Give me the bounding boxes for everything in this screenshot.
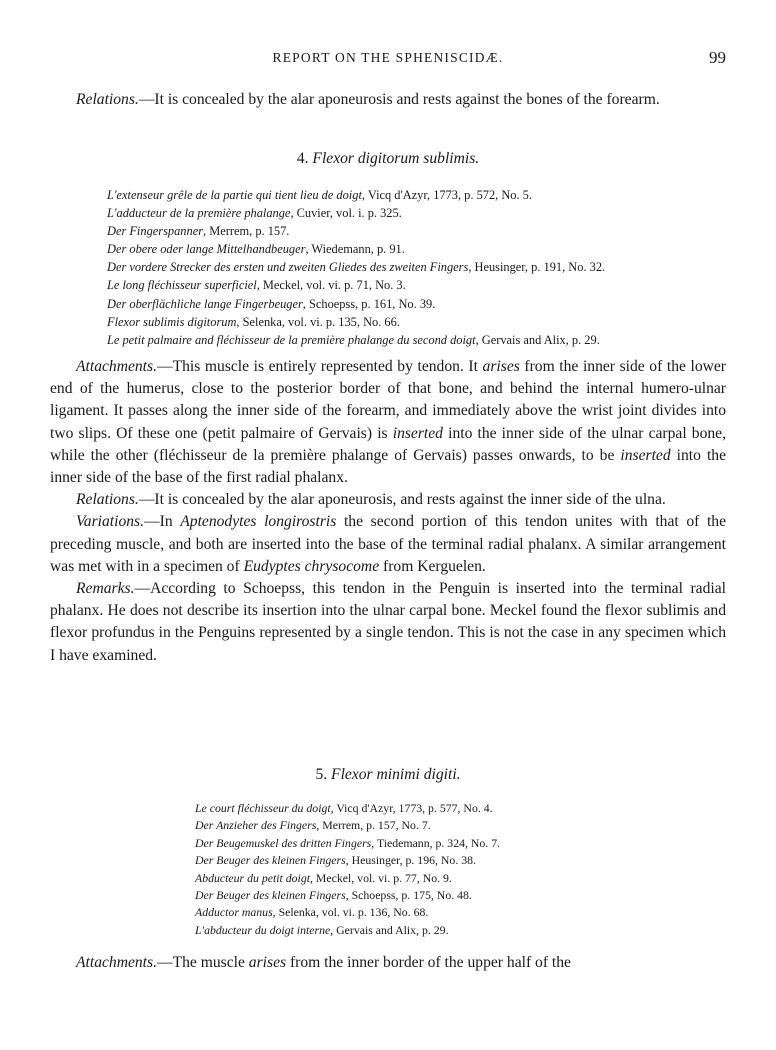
emphasis-text: arises	[482, 358, 520, 375]
paragraph-label: Relations.	[76, 491, 139, 509]
intro-relations-paragraph	[50, 89, 726, 111]
synonym-name: Adductor manus	[195, 905, 273, 920]
synonym-reference: , Tiedemann, p. 324, No. 7.	[371, 835, 501, 850]
synonym-reference: , Heusinger, p. 196, No. 38.	[345, 853, 476, 868]
paragraph-label: Attachments.	[76, 954, 157, 971]
paragraph-label: Remarks.	[76, 580, 135, 598]
synonym-name: L'adducteur de la première phalange	[107, 206, 291, 221]
page-number: 99	[709, 48, 726, 67]
synonym-name: Der Fingerspanner	[107, 224, 204, 239]
paragraph-text: from Kerguelen.	[379, 557, 486, 575]
synonym-entry	[195, 835, 500, 852]
attachments-paragraph	[50, 356, 726, 489]
section-title: Flexor digitorum sublimis.	[312, 150, 480, 167]
paragraph-text: from the inner side of the lower end of the humerus, close to the posterior border of that bone, and behind the internal humero-ulnar ligament. It passes along the inner side of the forearm, and immediately above the wrist joint divides into two slips. Of these one (petit palmaire of Gervais) is	[50, 358, 727, 442]
synonym-reference: , Heusinger, p. 191, No. 32.	[468, 260, 606, 275]
synonym-name: L'abducteur du doigt interne	[195, 922, 331, 937]
synonym-name: Der Anzieher des Fingers	[195, 818, 317, 833]
paragraph-text: —In	[144, 513, 181, 531]
section-title: Flexor minimi digiti.	[331, 766, 461, 783]
synonym-entry	[107, 276, 605, 294]
synonym-name: Der Beuger des kleinen Fingers	[195, 888, 346, 903]
synonym-reference: , Merrem, p. 157.	[203, 224, 290, 239]
synonym-reference: , Meckel, vol. vi. p. 71, No. 3.	[256, 278, 406, 293]
synonym-entry	[107, 258, 605, 276]
synonym-name: Der obere oder lange Mittelhandbeuger	[107, 242, 306, 257]
synonym-name: Le long fléchisseur superficiel	[107, 278, 257, 293]
synonym-entry	[107, 204, 605, 222]
synonym-name: Der Beuger des kleinen Fingers	[195, 853, 346, 868]
synonym-name: L'extenseur grêle de la partie qui tient lieu de doigt	[107, 188, 362, 202]
remarks-paragraph	[50, 578, 726, 667]
paragraph-text: into the inner side of the base of the first radial phalanx.	[50, 446, 726, 487]
synonym-entry	[195, 922, 500, 939]
section-number: 5.	[315, 766, 328, 783]
synonym-entry	[195, 887, 500, 904]
section4-body	[50, 356, 726, 667]
synonym-entry	[107, 295, 605, 313]
synonym-reference: , Merrem, p. 157, No. 7.	[316, 818, 431, 833]
synonym-reference: , Cuvier, vol. i. p. 325.	[290, 206, 402, 221]
synonym-name: Le petit palmaire and fléchisseur de la première phalange du second doigt	[107, 332, 476, 347]
synonym-reference: , Gervais and Alix, p. 29.	[475, 332, 600, 347]
running-title: REPORT ON THE SPHENISCIDÆ.	[272, 50, 504, 65]
emphasis-text: Eudyptes chrysocome	[243, 557, 380, 575]
paragraph-text: —The muscle	[156, 954, 249, 971]
emphasis-text: inserted	[620, 446, 671, 464]
synonym-entry	[195, 870, 500, 887]
attachments-paragraph	[50, 952, 726, 974]
page-header	[0, 48, 776, 72]
paragraph-label: Variations.	[76, 513, 145, 531]
synonym-reference: , Selenka, vol. vi. p. 136, No. 68.	[272, 905, 429, 920]
synonym-entry	[107, 240, 605, 258]
synonym-entry	[107, 222, 605, 240]
synonym-entry	[107, 313, 605, 331]
paragraph-text: from the inner border of the upper half of the	[286, 954, 571, 971]
variations-paragraph	[50, 511, 726, 578]
synonym-reference: , Schoepss, p. 175, No. 48.	[345, 888, 472, 903]
synonym-name: Abducteur du petit doigt	[195, 870, 311, 885]
paragraph-label: Attachments.	[76, 358, 157, 375]
synonym-name: Der Beugemuskel des dritten Fingers	[195, 835, 372, 850]
section-heading-flexor-digitorum-sublimis	[0, 150, 776, 168]
emphasis-text: Aptenodytes longirostris	[180, 513, 337, 531]
synonym-name: Der oberflächliche lange Fingerbeuger	[107, 296, 303, 311]
synonym-reference: , Meckel, vol. vi. p. 77, No. 9.	[310, 870, 452, 885]
paragraph-text: —According to Schoepss, this tendon in the Penguin is inserted into the terminal radial phalanx. He does not describe its insertion into the ulnar carpal bone. Meckel found the flexor sublimis and flexor profundus in the Penguins represented by a single tendon. This is not the case in any specimen which I have examined.	[50, 580, 726, 664]
synonym-entry	[195, 852, 500, 869]
synonym-entry	[195, 800, 500, 817]
synonym-entry	[107, 331, 605, 349]
synonym-reference: , Vicq d'Azyr, 1773, p. 572, No. 5.	[361, 188, 532, 202]
synonym-entry	[107, 186, 605, 204]
synonym-reference: , Selenka, vol. vi. p. 135, No. 66.	[236, 314, 400, 329]
synonymy-list-flexor-minimi-digiti	[195, 800, 500, 939]
section-number: 4.	[296, 150, 309, 167]
synonym-reference: , Schoepss, p. 161, No. 39.	[302, 296, 436, 311]
emphasis-text: arises	[248, 954, 287, 971]
synonym-reference: , Gervais and Alix, p. 29.	[330, 922, 449, 937]
paragraph-text: —This muscle is entirely represented by tendon. It	[156, 358, 483, 375]
relations-paragraph	[50, 489, 726, 511]
synonym-name: Flexor sublimis digitorum	[107, 314, 237, 329]
synonym-reference: , Vicq d'Azyr, 1773, p. 577, No. 4.	[330, 801, 493, 815]
paragraph-text: —It is concealed by the alar aponeurosis and rests against the bones of the forearm.	[138, 91, 660, 108]
synonym-name: Le court fléchisseur du doigt	[195, 801, 331, 815]
synonym-entry	[195, 904, 500, 921]
synonym-reference: , Wiedemann, p. 91.	[305, 242, 405, 257]
section-heading-flexor-minimi-digiti	[0, 766, 776, 784]
section5-body	[50, 952, 726, 974]
emphasis-text: inserted	[392, 424, 443, 442]
paragraph-text: into the inner side of the ulnar carpal bone, while the other (fléchisseur de la première phalange of Gervais) passes onwards, to be	[50, 424, 726, 464]
synonymy-list-flexor-digitorum-sublimis	[107, 186, 605, 349]
synonym-name: Der vordere Strecker des ersten und zweiten Gliedes des zweiten Fingers	[107, 260, 469, 275]
synonym-entry	[195, 817, 500, 834]
paragraph-label: Relations.	[76, 91, 139, 108]
paragraph-text: —It is concealed by the alar aponeurosis, and rests against the inner side of the ulna.	[138, 491, 666, 509]
paragraph-text: the second portion of this tendon unites with that of the preceding muscle, and both are inserted into the base of the terminal radial phalanx. A similar arrangement was met with in a specimen of	[50, 513, 727, 575]
